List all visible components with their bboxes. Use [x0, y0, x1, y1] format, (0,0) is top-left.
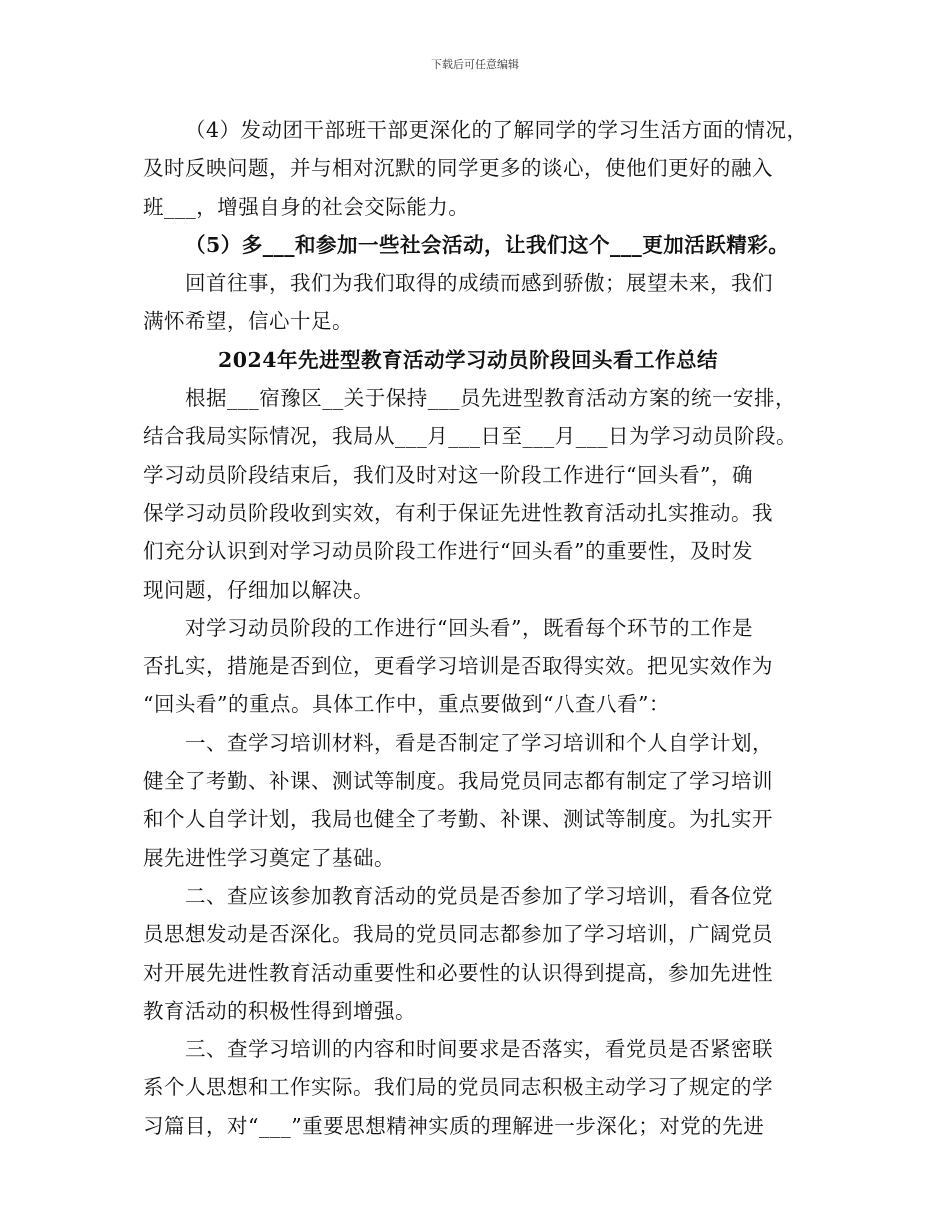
text-line: 现问题，仔细加以解决。 [143, 577, 374, 602]
text-line: 学习动员阶段结束后，我们及时对这一阶段工作进行“回头看”，确 [143, 462, 753, 487]
text-line: 及时反映问题，并与相对沉默的同学更多的谈心，使他们更好的融入 [143, 156, 773, 181]
text-line: 健全了考勤、补课、测试等制度。我局党员同志都有制定了学习培训 [143, 769, 773, 794]
text-line: 满怀希望，信心十足。 [143, 309, 353, 334]
text-line: 保学习动员阶段收到实效，有利于保证先进性教育活动扎实推动。我 [143, 500, 773, 525]
text-line: 展先进性学习奠定了基础。 [143, 845, 395, 870]
document-body [143, 111, 813, 1145]
section-title: 2024年先进型教育活动学习动员阶段回头看工作总结 [217, 347, 719, 372]
text-line: 系个人思想和工作实际。我们局的党员同志积极主动学习了规定的学 [143, 1075, 773, 1100]
text-line: 班___，增强自身的社会交际能力。 [143, 194, 470, 219]
text-line: 三、查学习培训的内容和时间要求是否落实，看党员是否紧密联 [185, 1037, 773, 1062]
text-line: （5）多___和参加一些社会活动，让我们这个___更加活跃精彩。 [185, 232, 790, 257]
text-line: 二、查应该参加教育活动的党员是否参加了学习培训，看各位党 [185, 883, 773, 908]
text-line: （4）发动团干部班干部更深化的了解同学的学习生活方面的情况， [185, 118, 808, 142]
text-line: 根据___宿豫区__关于保持___员先进型教育活动方案的统一安排， [185, 386, 796, 411]
text-line: 习篇目，对“___”重要思想精神实质的理解进一步深化；对党的先进 [143, 1113, 765, 1138]
text-line: 结合我局实际情况，我局从___月___日至___月___日为学习动员阶段。 [143, 424, 797, 449]
text-line: 员思想发动是否深化。我局的党员同志都参加了学习培训，广阔党员 [143, 922, 773, 947]
text-line: 们充分认识到对学习动员阶段工作进行“回头看”的重要性，及时发 [143, 539, 753, 564]
text-line: “回头看”的重点。具体工作中，重点要做到“八查八看”： [143, 692, 670, 717]
text-line: 否扎实，措施是否到位，更看学习培训是否取得实效。把见实效作为 [143, 654, 773, 679]
text-line: 对学习动员阶段的工作进行“回头看”，既看每个环节的工作是 [185, 615, 753, 640]
page-header: 下载后可任意编辑 [431, 58, 519, 71]
text-line: 教育活动的积极性得到增强。 [143, 998, 416, 1023]
text-line: 对开展先进性教育活动重要性和必要性的认识得到提高，参加先进性 [143, 960, 773, 985]
text-line: 回首往事，我们为我们取得的成绩而感到骄傲；展望未来，我们 [185, 271, 773, 296]
text-line: 和个人自学计划，我局也健全了考勤、补课、测试等制度。为扎实开 [143, 807, 773, 832]
text-line: 一、查学习培训材料，看是否制定了学习培训和个人自学计划， [185, 730, 773, 755]
